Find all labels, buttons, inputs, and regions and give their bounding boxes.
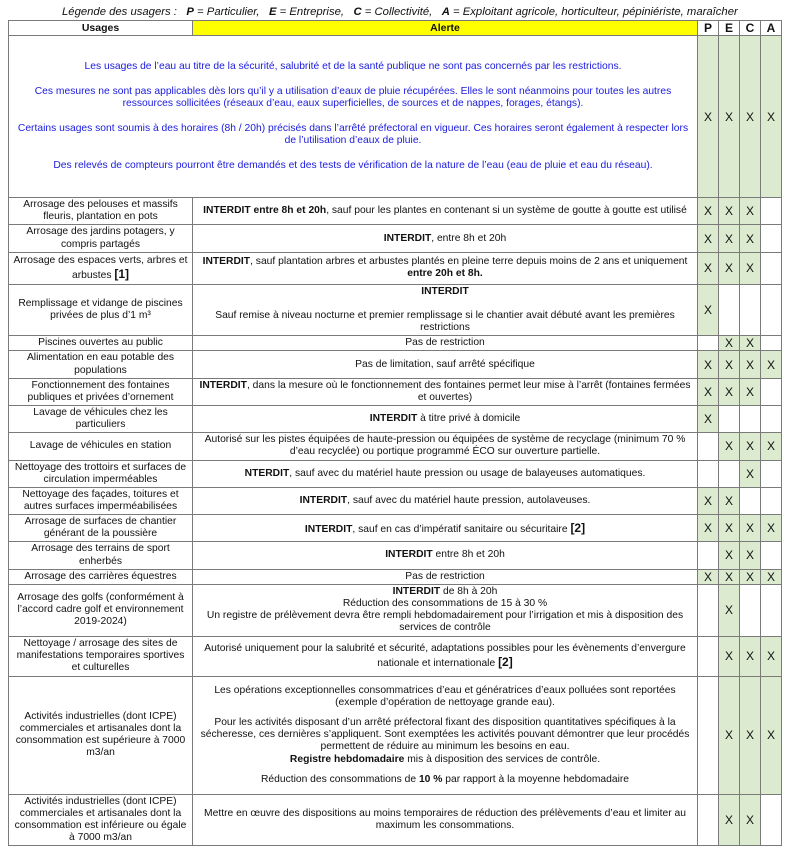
mark-cell: X [740, 515, 761, 542]
mark-cell: X [761, 433, 782, 460]
mark-cell [719, 460, 740, 487]
table-row [9, 569, 782, 584]
intro-paragraph: Des relevés de compteurs pourront être demandés et des tests de vérification de la nature de l’eau (eau de pluie et eau du réseau). [53, 159, 653, 171]
mark-cell: X [698, 198, 719, 225]
alert-text: , sauf avec du matériel haute pression, autolaveuses. [347, 494, 591, 506]
intro-paragraph: Les usages de l’eau au titre de la sécurité, salubrité et de la santé publique ne sont pas concernés par les restrictions. [84, 61, 622, 73]
mark-cell: X [740, 36, 761, 198]
mark-cell: X [719, 198, 740, 225]
alert-bold: INTERDIT [304, 523, 353, 535]
usage-cell: Arrosage des carrières équestres [9, 569, 193, 584]
alert-cell [193, 225, 698, 252]
mark-cell: X [740, 378, 761, 405]
alert-cell [193, 351, 698, 378]
mark-cell [761, 584, 782, 636]
alert-paragraph [196, 774, 694, 786]
alert-text: Pas de restriction [405, 570, 485, 582]
mark-cell: X [740, 225, 761, 252]
usage-cell: Nettoyage / arrosage des sites de manifestations temporaires sportives et culturelles [9, 636, 193, 676]
alert-bold: INTERDIT [299, 494, 348, 506]
intro-notes [9, 36, 698, 198]
mark-cell: X [719, 584, 740, 636]
table-row [9, 487, 782, 514]
mark-cell: X [698, 36, 719, 198]
mark-cell [698, 542, 719, 569]
alert-text: mis à disposition des services de contrôle. [404, 753, 601, 765]
mark-cell [698, 336, 719, 351]
header-alerte: Alerte [193, 21, 698, 36]
alert-cell [193, 794, 698, 846]
mark-cell: X [740, 542, 761, 569]
usage-cell: Arrosage des jardins potagers, y compris partagés [9, 225, 193, 252]
alert-bold: NTERDIT [244, 467, 290, 479]
mark-cell: X [740, 433, 761, 460]
alert-paragraph [196, 754, 694, 766]
alert-cell [193, 198, 698, 225]
mark-cell [698, 433, 719, 460]
legend-code-e: E [268, 6, 277, 18]
usage-cell: Arrosage des golfs (conformément à l’accord cadre golf et environnement 2019-2024) [9, 584, 193, 636]
alert-text: à titre privé à domicile [417, 413, 521, 425]
alert-text: Pas de restriction [405, 337, 485, 349]
mark-cell: X [698, 225, 719, 252]
mark-cell [761, 284, 782, 336]
alert-text: Réduction des consommations de [260, 773, 419, 785]
mark-cell [698, 794, 719, 846]
alert-text: Sauf remise à niveau nocturne et premier remplissage si le chantier avait débuté avant les premières restrictions [215, 310, 675, 334]
mark-cell: X [698, 406, 719, 433]
usage-cell: Alimentation en eau potable des populations [9, 351, 193, 378]
mark-cell: X [740, 676, 761, 794]
mark-cell: X [719, 378, 740, 405]
mark-cell [761, 336, 782, 351]
usage-cell: Lavage de véhicules en station [9, 433, 193, 460]
mark-cell: X [719, 542, 740, 569]
mark-cell: X [698, 569, 719, 584]
legend-code-p: P [186, 6, 194, 18]
alert-text: Mettre en œuvre des dispositions au moins temporaires de réduction des prélèvements d’eau et limiter au maximum les consommations. [204, 807, 686, 832]
alert-cell [193, 569, 698, 584]
alert-bold: INTERDIT [202, 256, 251, 268]
alert-bold: INTERDIT [392, 586, 441, 598]
legend-prefix: Légende des usagers : [62, 6, 177, 18]
mark-cell: X [698, 252, 719, 284]
mark-cell [761, 252, 782, 284]
mark-cell [761, 542, 782, 569]
mark-cell: X [719, 794, 740, 846]
usage-cell: Activités industrielles (dont ICPE) commerciales et artisanales dont la consommation est inférieure ou égale à 7000 m3/an [9, 794, 193, 846]
legend-code-c: C [353, 6, 362, 18]
alert-text: , dans la mesure où le fonctionnement des fontaines permet leur mise à l’arrêt (fontaines fermées et ouvertes) [246, 379, 691, 403]
usage-cell: Arrosage des pelouses et massifs fleuris, plantation en pots [9, 198, 193, 225]
legend-label-a: Exploitant agricole, horticulteur, pépiniériste, maraîcher [462, 6, 738, 18]
alert-text: Autorisé sur les pistes équipées de haute-pression ou équipées de système de recyclage (minimum 70 % d’eau recyclée) ou portique programmé ÉCO sur ouverture partielle. [204, 434, 686, 458]
alert-bold: INTERDIT [369, 413, 418, 425]
header-col-e: E [719, 21, 740, 36]
mark-cell: X [698, 351, 719, 378]
mark-cell: X [740, 252, 761, 284]
alert-bold: 10 % [418, 773, 443, 785]
mark-cell [761, 487, 782, 514]
alert-text: Autorisé uniquement pour la salubrité et sécurité, adaptations possibles pour les évènements d’envergure nationale et internationale [204, 642, 686, 669]
mark-cell: X [719, 636, 740, 676]
alert-bold: INTERDIT [385, 549, 433, 561]
header-usages: Usages [9, 21, 193, 36]
alert-text: Pas de limitation, sauf arrêté spécifique [355, 358, 535, 370]
mark-cell [698, 584, 719, 636]
alert-footnote-ref: [2] [570, 520, 586, 535]
alert-bold: Registre hebdomadaire [289, 753, 405, 765]
mark-cell [761, 225, 782, 252]
alert-footnote-ref: [2] [498, 654, 513, 669]
mark-cell: X [719, 487, 740, 514]
mark-cell [698, 636, 719, 676]
header-col-c: C [740, 21, 761, 36]
usage-cell: Nettoyage des trottoirs et surfaces de circulation imperméables [9, 460, 193, 487]
mark-cell: X [740, 336, 761, 351]
alert-text: , entre 8h et 20h [431, 232, 507, 244]
mark-cell: X [761, 515, 782, 542]
alert-text: entre 8h et 20h [432, 549, 505, 561]
alert-cell [193, 336, 698, 351]
alert-text: de 8h à 20h [440, 586, 498, 598]
table-row [9, 351, 782, 378]
alert-text: par rapport à la moyenne hebdomadaire [442, 773, 630, 785]
alert-text: , sauf plantation arbres et arbustes plantés en pleine terre depuis moins de 2 ans et uniquement [250, 256, 688, 268]
alert-bold: INTERDIT [383, 232, 432, 244]
alert-cell [193, 542, 698, 569]
usage-text: Arrosage des espaces verts, arbres et arbustes [13, 254, 188, 281]
alert-paragraph: Pour les activités disposant d’un arrêté préfectoral fixant des disposition quantitatives spécifiques à la sécheresse, ces dernières s’appliquent. Sont exemptées les activités pouvant démontrer que leur procédés permettent de réduire au minimum les besoins en eau. [200, 717, 690, 753]
mark-cell: X [761, 636, 782, 676]
table-row [9, 252, 782, 284]
table-row [9, 198, 782, 225]
table-header-row [9, 21, 782, 36]
mark-cell: X [740, 569, 761, 584]
usage-footnote-ref: [1] [114, 266, 130, 281]
mark-cell [719, 406, 740, 433]
alert-cell [193, 284, 698, 336]
alert-cell [193, 584, 698, 636]
table-row [9, 406, 782, 433]
mark-cell [740, 487, 761, 514]
mark-cell [740, 584, 761, 636]
mark-cell [740, 406, 761, 433]
usage-cell: Arrosage de surfaces de chantier générant de la poussière [9, 515, 193, 542]
table-row [9, 676, 782, 794]
alert-cell [193, 487, 698, 514]
mark-cell [698, 676, 719, 794]
mark-cell: X [719, 433, 740, 460]
alert-cell [193, 460, 698, 487]
table-row [9, 584, 782, 636]
mark-cell: X [719, 676, 740, 794]
alert-bold: entre 20h et 8h. [407, 268, 483, 280]
usage-cell: Piscines ouvertes au public [9, 336, 193, 351]
mark-cell: X [698, 284, 719, 336]
alert-paragraph: Les opérations exceptionnelles consommatrices d’eau et génératrices d’eaux polluées sont reportées (exemple d’opération de nettoyage grande eau). [214, 684, 676, 708]
alert-bold: INTERDIT [199, 379, 247, 391]
table-row [9, 542, 782, 569]
alert-cell [193, 252, 698, 284]
mark-cell: X [719, 569, 740, 584]
mark-cell: X [698, 515, 719, 542]
mark-cell: X [719, 252, 740, 284]
alert-line: Réduction des consommations de 15 à 30 % [342, 598, 548, 610]
mark-cell [761, 460, 782, 487]
table-row [9, 460, 782, 487]
usage-cell: Nettoyage des façades, toitures et autres surfaces imperméabilisées [9, 487, 193, 514]
legend: Légende des usagers : P = Particulier, E = Entreprise, C = Collectivité, A = Exploitant agricole, horticulteur, pépiniériste, maraîcher [62, 6, 738, 18]
mark-cell: X [761, 676, 782, 794]
table-row [9, 284, 782, 336]
legend-label-p: Particulier, [206, 6, 260, 18]
table-row [9, 794, 782, 846]
usage-cell: Arrosage des terrains de sport enherbés [9, 542, 193, 569]
mark-cell [761, 198, 782, 225]
table-row [9, 378, 782, 405]
mark-cell: X [740, 636, 761, 676]
alert-cell [193, 636, 698, 676]
intro-row [9, 36, 782, 198]
mark-cell: X [719, 36, 740, 198]
table-row [9, 515, 782, 542]
usage-cell: Remplissage et vidange de piscines privées de plus d’1 m³ [9, 284, 193, 336]
table-row [9, 636, 782, 676]
alert-bold: INTERDIT entre 8h et 20h [203, 205, 327, 217]
usage-cell: Fonctionnement des fontaines publiques et privées d’ornement [9, 378, 193, 405]
legend-label-c: Collectivité, [374, 6, 433, 18]
mark-cell: X [740, 198, 761, 225]
mark-cell: X [740, 351, 761, 378]
legend-code-a: A [441, 6, 450, 18]
table-row [9, 433, 782, 460]
mark-cell: X [761, 351, 782, 378]
alert-cell [193, 406, 698, 433]
mark-cell [698, 460, 719, 487]
mark-cell [761, 378, 782, 405]
mark-cell: X [719, 336, 740, 351]
alert-cell [193, 676, 698, 794]
header-col-p: P [698, 21, 719, 36]
mark-cell [719, 284, 740, 336]
alert-text: , sauf pour les plantes en contenant si un système de goutte à goutte est utilisé [326, 205, 687, 217]
mark-cell: X [719, 515, 740, 542]
table-row [9, 225, 782, 252]
mark-cell: X [740, 794, 761, 846]
mark-cell [740, 284, 761, 336]
header-col-a: A [761, 21, 782, 36]
mark-cell: X [698, 378, 719, 405]
alert-cell [193, 378, 698, 405]
alert-line: Un registre de prélèvement devra être rempli hebdomadairement pour l’irrigation et mis à disposition des services de contrôle [206, 610, 684, 634]
legend-label-e: Entreprise, [289, 6, 345, 18]
mark-cell: X [719, 225, 740, 252]
alert-bold: INTERDIT [421, 285, 469, 297]
mark-cell: X [698, 487, 719, 514]
usage-cell: Lavage de véhicules chez les particuliers [9, 406, 193, 433]
mark-cell: X [761, 36, 782, 198]
mark-cell: X [719, 351, 740, 378]
intro-paragraph: Certains usages sont soumis à des horaires (8h / 20h) précisés dans l’arrêté préfectoral en vigueur. Ces horaires seront également à respecter lors de l’utilisation d’eaux de pluie. [17, 122, 689, 147]
alert-cell [193, 515, 698, 542]
intro-paragraph: Ces mesures ne sont pas applicables dès lors qu’il y a utilisation d’eaux de pluie récupérées. Elles le sont néanmoins pour toutes les autres ressources sollicitées (réseaux d’eau, eaux superficielles, de sources et de nappes, forages, étangs). [34, 85, 672, 110]
alert-cell [193, 433, 698, 460]
mark-cell [761, 406, 782, 433]
mark-cell [761, 794, 782, 846]
alert-text: , sauf avec du matériel haute pression ou usage de balayeuses automatiques. [289, 467, 646, 479]
restrictions-table [8, 20, 782, 846]
usage-cell [9, 252, 193, 284]
table-row [9, 336, 782, 351]
usage-cell: Activités industrielles (dont ICPE) commerciales et artisanales dont la consommation est supérieure à 7000 m3/an [9, 676, 193, 794]
mark-cell: X [740, 460, 761, 487]
mark-cell: X [761, 569, 782, 584]
alert-text: , sauf en cas d’impératif sanitaire ou sécuritaire [352, 523, 571, 535]
